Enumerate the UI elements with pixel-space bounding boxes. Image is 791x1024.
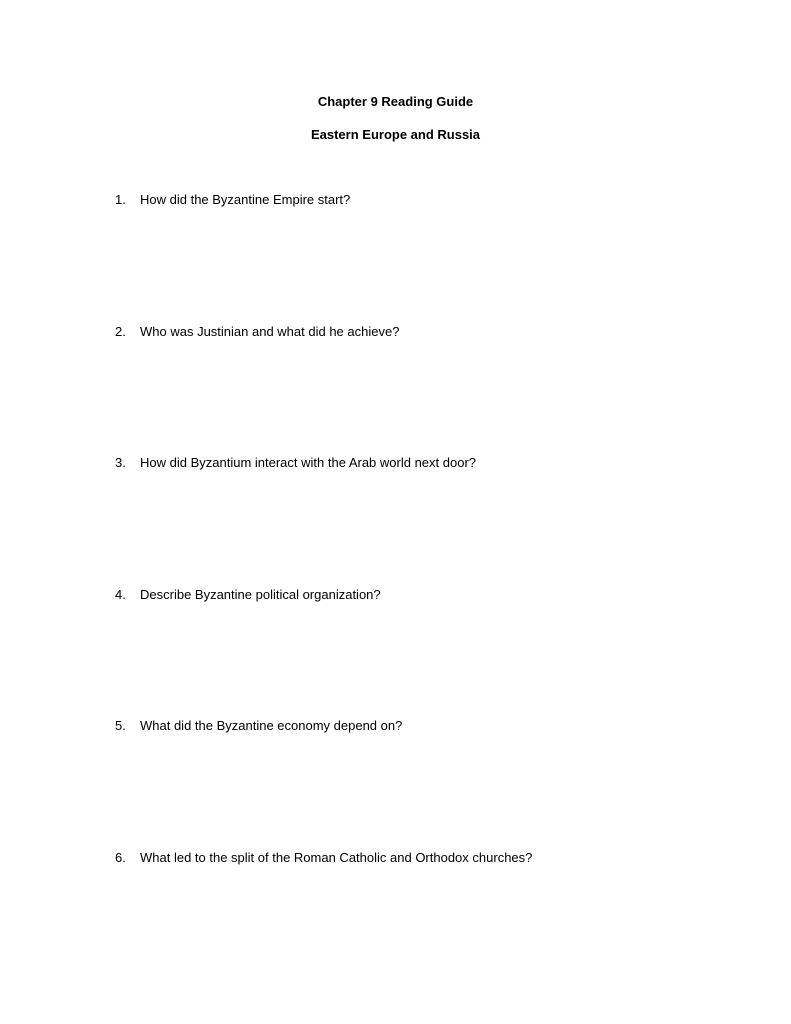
question-item-6 [0, 850, 791, 866]
question-number: 4. [115, 587, 126, 602]
question-number: 3. [115, 455, 126, 470]
question-text: What led to the split of the Roman Catholic and Orthodox churches? [140, 850, 533, 865]
question-number: 1. [115, 192, 126, 207]
question-number: 5. [115, 718, 126, 733]
question-number: 2. [115, 324, 126, 339]
question-text: How did the Byzantine Empire start? [140, 192, 351, 207]
question-item-1 [0, 192, 791, 208]
question-text: What did the Byzantine economy depend on? [140, 718, 403, 733]
question-text: How did Byzantium interact with the Arab world next door? [140, 455, 477, 470]
question-item-2 [0, 324, 791, 340]
question-item-5 [0, 718, 791, 734]
question-text: Who was Justinian and what did he achieve? [140, 324, 400, 339]
question-number: 6. [115, 850, 126, 865]
question-text: Describe Byzantine political organization? [140, 587, 381, 602]
document-subtitle: Eastern Europe and Russia [310, 127, 481, 142]
question-item-3 [0, 455, 791, 471]
document-title: Chapter 9 Reading Guide [317, 94, 474, 109]
question-item-4 [0, 587, 791, 603]
